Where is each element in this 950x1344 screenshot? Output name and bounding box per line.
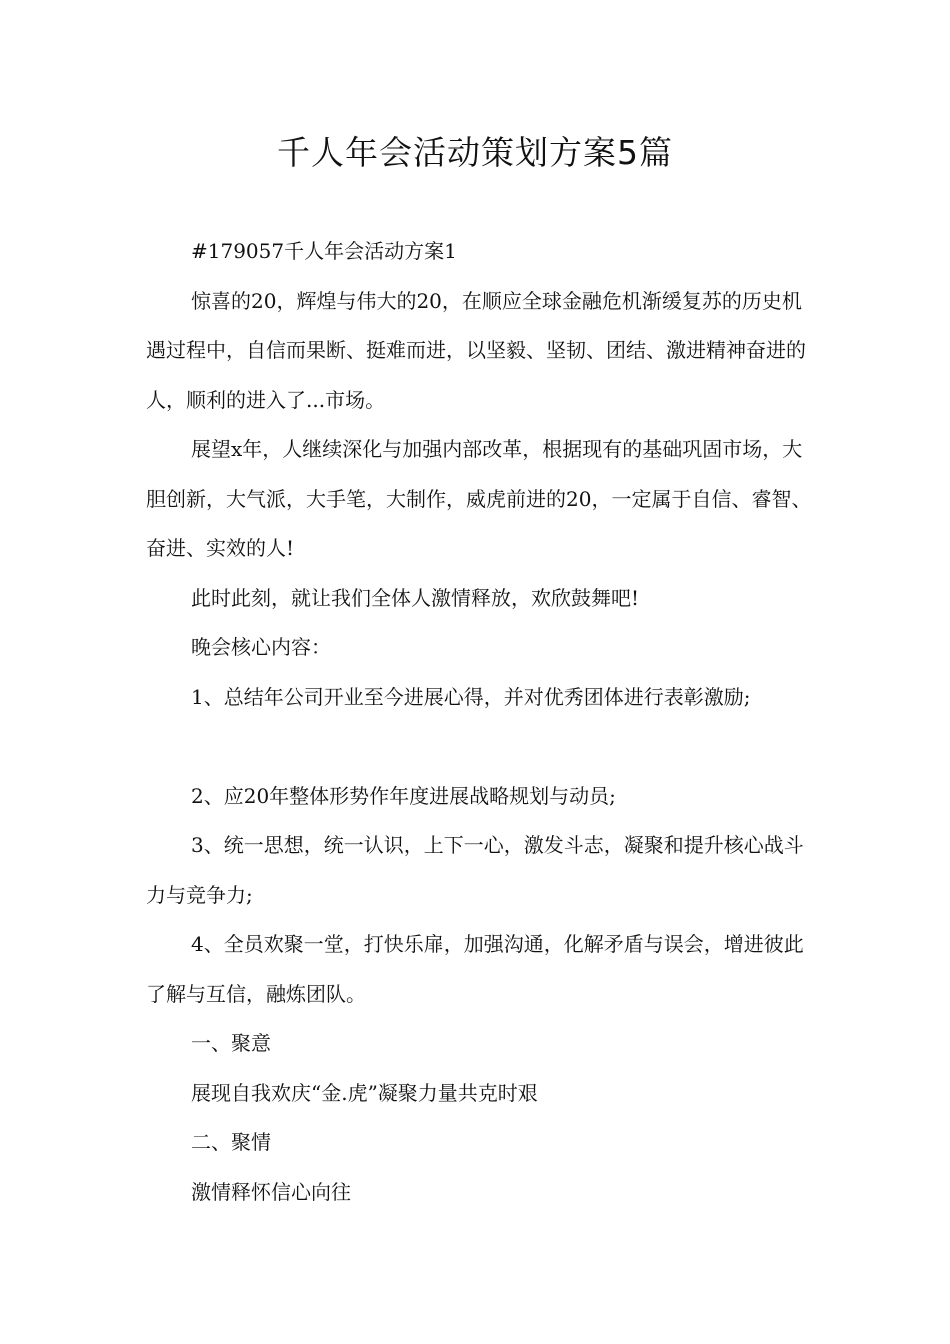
- paragraph-item-3: 3、统一思想，统一认识，上下一心，激发斗志，凝聚和提升核心战斗力与竞争力;: [146, 833, 804, 907]
- section-text-2: 激情释怀信心向往: [191, 1179, 351, 1204]
- section-heading-1: 一、聚意: [191, 1031, 271, 1055]
- paragraph-item-4: 4、全员欢聚一堂，打快乐扉，加强沟通，化解矛盾与误会，增进彼此了解与互信，融炼团队。: [146, 932, 804, 1006]
- paragraph-intro: 惊喜的20，辉煌与伟大的20，在顺应全球金融危机渐缓复苏的历史机遇过程中，自信而果断、挺难而进，以坚毅、坚韧、团结、激进精神奋进的人，顺利的进入了...市场。: [146, 288, 806, 412]
- paragraph-item-2: 2、应20年整体形势作年度进展战略规划与动员;: [191, 783, 616, 808]
- paragraph-core-content-label: 晚会核心内容：: [191, 635, 331, 659]
- paragraph-outlook: 展望x年，人继续深化与加强内部改革，根据现有的基础巩固市场，大胆创新，大气派，大手笔，大制作，威虎前进的20，一定属于自信、睿智、奋进、实效的人!: [146, 437, 812, 560]
- section-heading-2: 二、聚情: [191, 1130, 271, 1154]
- document-title: 千人年会活动策划方案5篇: [277, 133, 673, 172]
- section-text-1: 展现自我欢庆“金.虎”凝聚力量共克时艰: [191, 1080, 538, 1105]
- paragraph-moment: 此时此刻，就让我们全体人激情释放，欢欣鼓舞吧!: [191, 585, 640, 610]
- paragraph-item-1: 1、总结年公司开业至今进展心得，并对优秀团体进行表彰激励;: [191, 684, 751, 709]
- document-body: [146, 227, 818, 1217]
- paragraph-plan-heading: #179057千人年会活动方案1: [191, 239, 457, 263]
